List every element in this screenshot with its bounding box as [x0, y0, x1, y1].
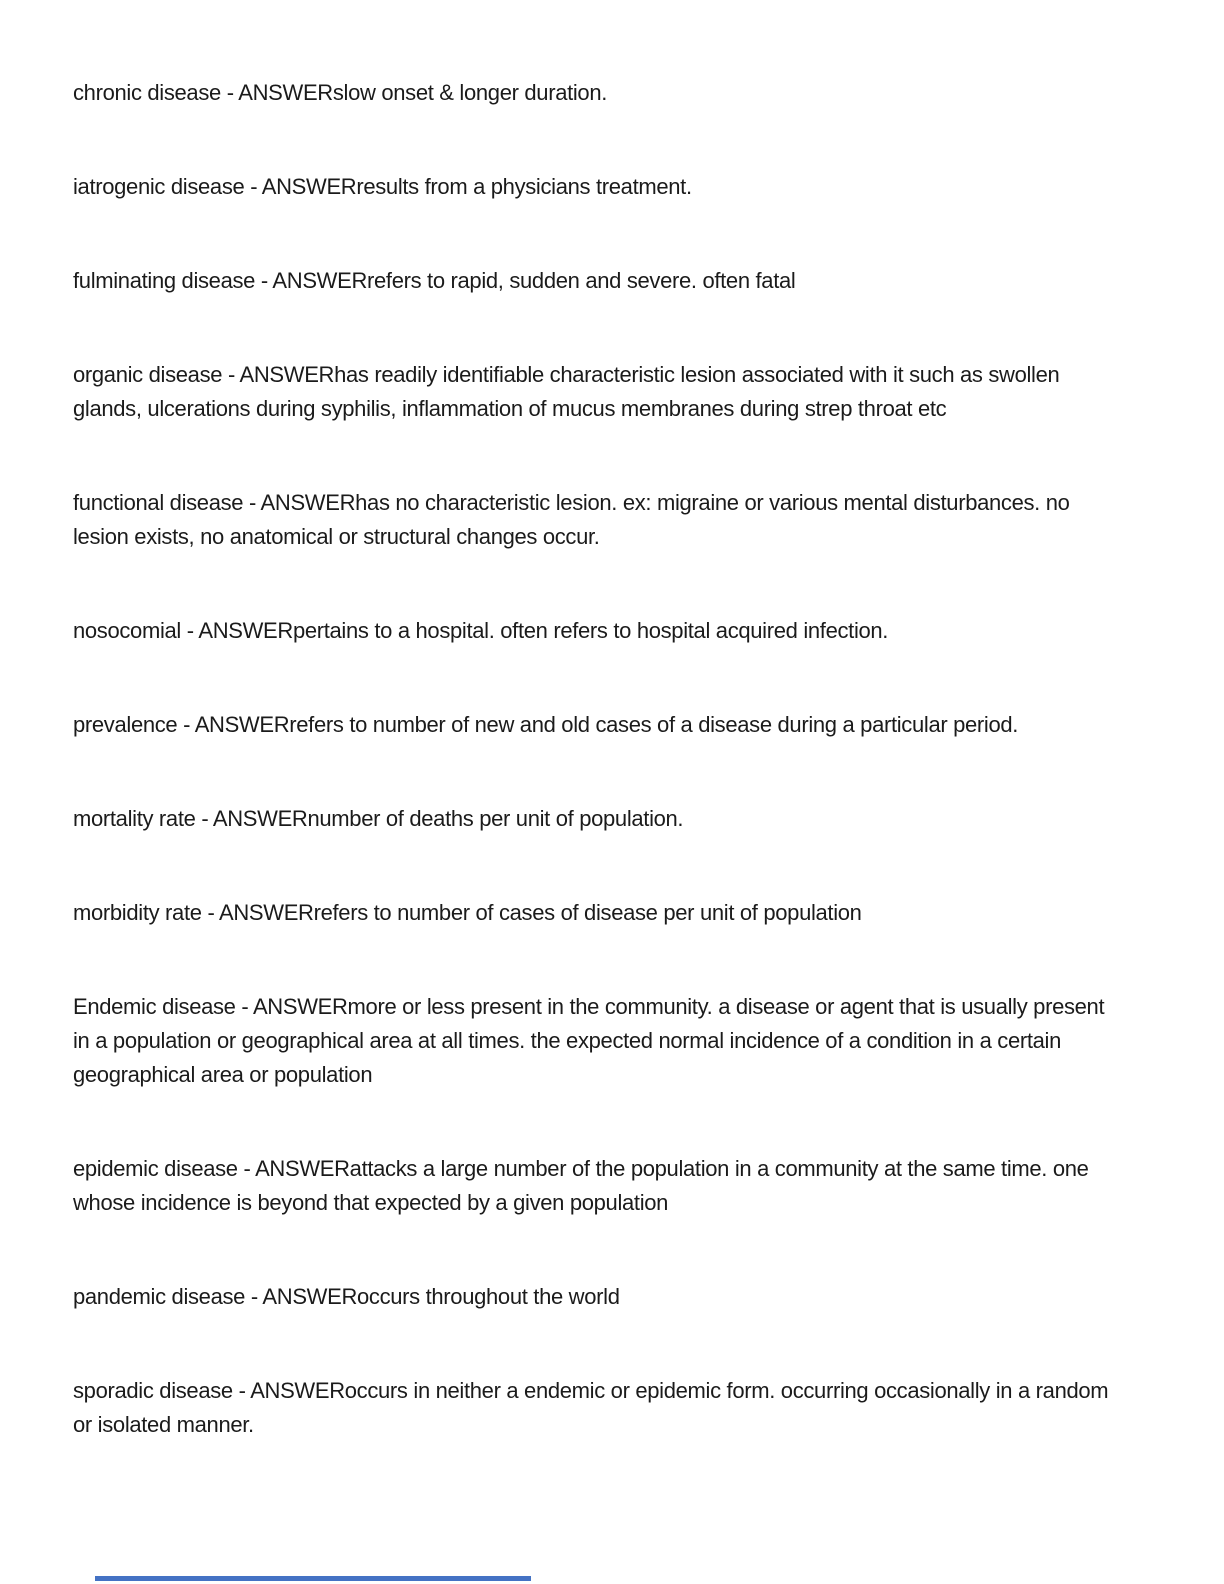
flashcard-entry [73, 264, 1113, 298]
document-body [73, 76, 1113, 1502]
term-text: morbidity rate [73, 900, 202, 925]
answer-marker: ANSWER [194, 712, 290, 737]
answer-marker: ANSWER [262, 1284, 358, 1309]
flashcard-entry [73, 1280, 1113, 1314]
flashcard-entry [73, 76, 1113, 110]
flashcard-entry [73, 708, 1113, 742]
flashcard-entry [73, 170, 1113, 204]
definition-text: results from a physicians treatment. [356, 174, 692, 199]
term-answer-separator: - [235, 994, 253, 1019]
term-answer-separator: - [243, 490, 261, 515]
term-answer-separator: - [177, 712, 195, 737]
answer-marker: ANSWER [252, 994, 348, 1019]
term-answer-separator: - [222, 362, 240, 387]
flashcard-entry [73, 1152, 1113, 1220]
term-answer-separator: - [255, 268, 273, 293]
answer-marker: ANSWER [272, 268, 368, 293]
answer-marker: ANSWER [238, 80, 333, 105]
answer-marker: ANSWER [250, 1378, 345, 1403]
flashcard-entry [73, 990, 1113, 1092]
term-text: pandemic disease [73, 1284, 246, 1309]
definition-text: occurs throughout the world [357, 1284, 620, 1309]
term-answer-separator: - [232, 1378, 251, 1403]
definition-text: number of deaths per unit of population. [307, 806, 684, 831]
answer-marker: ANSWER [198, 618, 293, 643]
term-text: mortality rate [73, 806, 196, 831]
term-answer-separator: - [180, 618, 199, 643]
term-answer-separator: - [244, 174, 262, 199]
term-text: prevalence [73, 712, 178, 737]
answer-marker: ANSWER [260, 490, 356, 515]
definition-text: attacks a large number of the population in a community at the same time. one whose incidence is beyond that expected by a given population [73, 1156, 1089, 1215]
term-text: fulminating disease [73, 268, 256, 293]
flashcard-entry [73, 1374, 1113, 1442]
definition-text: pertains to a hospital. often refers to hospital acquired infection. [292, 618, 889, 643]
answer-marker: ANSWER [255, 1156, 350, 1181]
term-text: chronic disease [73, 80, 221, 105]
definition-text: refers to rapid, sudden and severe. often fatal [367, 268, 796, 293]
flashcard-entry [73, 614, 1113, 648]
term-text: Endemic disease [73, 994, 236, 1019]
definition-text: refers to number of cases of disease per unit of population [313, 900, 862, 925]
term-text: sporadic disease [73, 1378, 233, 1403]
term-answer-separator: - [237, 1156, 256, 1181]
definition-text: has readily identifiable characteristic lesion associated with it such as swollen glands, ulcerations during syphilis, inflammation of mucus membranes during strep throat etc [73, 362, 1060, 421]
definition-text: slow onset & longer duration. [332, 80, 608, 105]
term-text: nosocomial [73, 618, 181, 643]
answer-marker: ANSWER [239, 362, 335, 387]
next-section-cutoff-line [95, 1576, 531, 1581]
definition-text: refers to number of new and old cases of a disease during a particular period. [289, 712, 1019, 737]
term-text: iatrogenic disease [73, 174, 245, 199]
term-answer-separator: - [220, 80, 239, 105]
answer-marker: ANSWER [212, 806, 308, 831]
term-answer-separator: - [201, 900, 220, 925]
definition-text: occurs in neither a endemic or epidemic form. occurring occasionally in a random or isolated manner. [73, 1378, 1109, 1437]
flashcard-entry [73, 358, 1113, 426]
term-answer-separator: - [245, 1284, 263, 1309]
flashcard-entry [73, 896, 1113, 930]
definition-text: has no characteristic lesion. ex: migraine or various mental disturbances. no lesion exists, no anatomical or structural changes occur. [73, 490, 1070, 549]
term-answer-separator: - [195, 806, 213, 831]
term-text: organic disease [73, 362, 223, 387]
answer-marker: ANSWER [219, 900, 314, 925]
flashcard-entry [73, 802, 1113, 836]
definition-text: more or less present in the community. a disease or agent that is usually present in a population or geographical area at all times. the expected normal incidence of a condition in a certain geographical area or population [73, 994, 1105, 1087]
flashcard-entry [73, 486, 1113, 554]
term-text: epidemic disease [73, 1156, 238, 1181]
term-text: functional disease [73, 490, 244, 515]
answer-marker: ANSWER [261, 174, 357, 199]
